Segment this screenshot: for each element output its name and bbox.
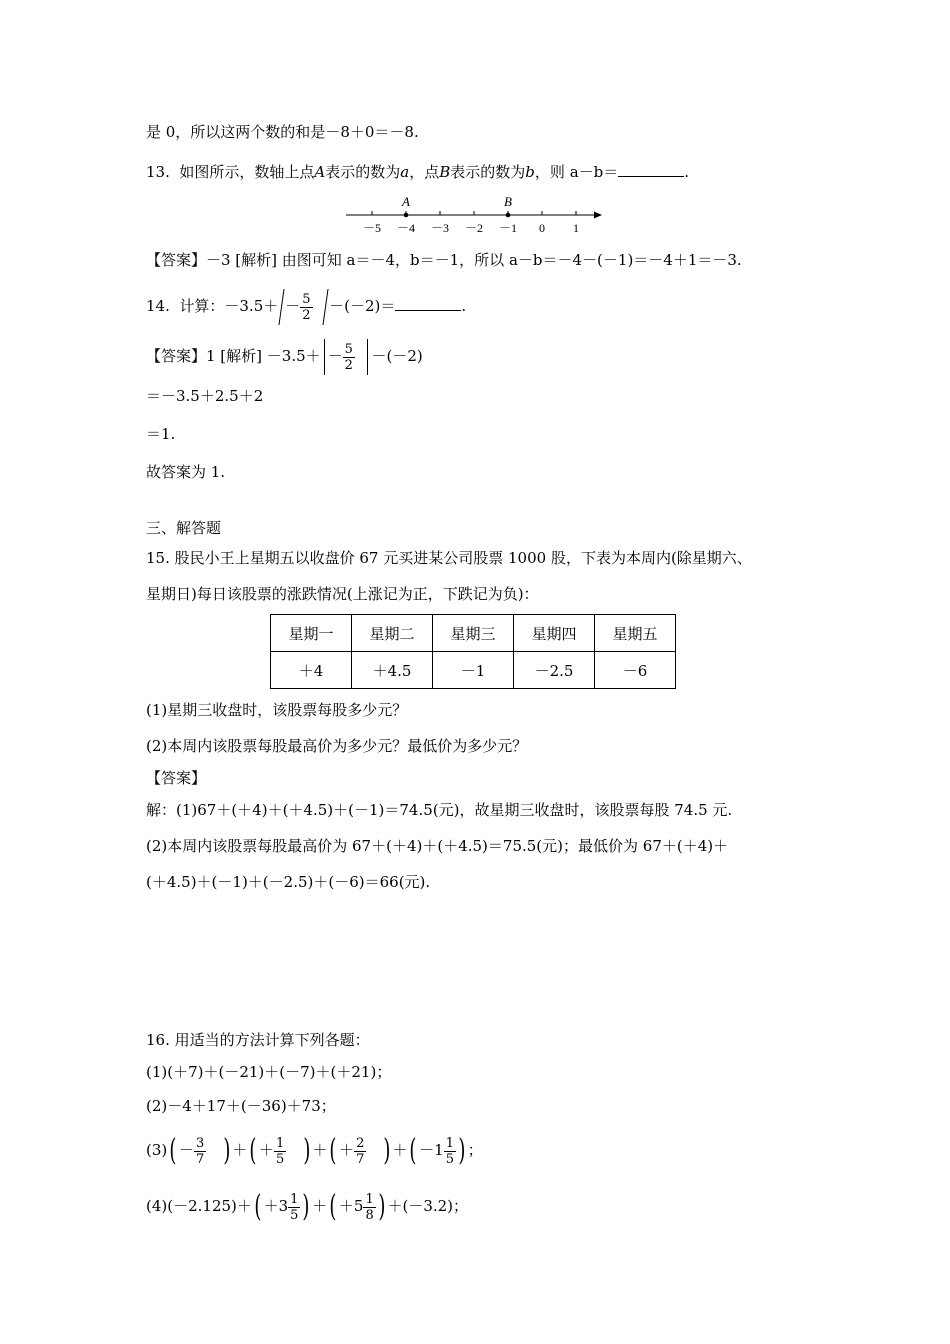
point-a-label: A: [402, 194, 410, 209]
question-14: 14. 计算：－3.5＋ － $\frac{5}{2}$ －(－2)＝ .: [146, 286, 466, 326]
table-header-cell: 星期四: [514, 615, 595, 652]
section-heading: 三、解答题: [146, 519, 222, 537]
question-16-part-3: (3)( － $\frac{3}{7}$ ) ＋( ＋ $\frac{1}{5}$ ) ＋( ＋ $\frac{2}{7}$ ) ＋( －1 $\frac{1}{5}$ ) ；: [146, 1133, 483, 1168]
table-cell: ＋4: [271, 652, 352, 689]
answer-14-conclusion: 故答案为 1.: [146, 463, 226, 481]
table-header-cell: 星期五: [595, 615, 676, 652]
question-15-line: 15. 股民小王上星期五以收盘价 67 元买进某公司股票 1000 股，下表为本周内(除星期六、: [146, 549, 752, 567]
tick-label: 0: [539, 221, 545, 235]
prev-answer-line: 是 0，所以这两个数的和是－8＋0＝－8.: [146, 123, 419, 141]
table-header-cell: 星期二: [352, 615, 433, 652]
table-header-cell: 星期一: [271, 615, 352, 652]
question-15-part: (2)本周内该股票每股最高价为多少元？最低价为多少元？: [146, 737, 528, 755]
number-line: [340, 192, 610, 238]
answer-label: 【答案】: [146, 769, 207, 787]
point-a-dot: [404, 213, 409, 218]
answer-14-step: ＝1.: [146, 425, 176, 443]
answer-15-line: 解：(1)67＋(＋4)＋(＋4.5)＋(－1)＝74.5(元)，故星期三收盘时，该股票每股 74.5 元.: [146, 801, 733, 819]
question-15-part: (1)星期三收盘时，该股票每股多少元？: [146, 701, 408, 719]
axis-arrow-icon: [594, 212, 602, 219]
table-header-row: [271, 615, 676, 652]
answer-14: 【答案】1 [解析] －3.5＋ － $\frac{5}{2}$ －(－2): [146, 336, 423, 376]
point-b-label: B: [504, 194, 512, 209]
answer-blank: [618, 162, 684, 177]
question-16-part-4: (4)(－2.125)＋( ＋3 $\frac{1}{5}$ ) ＋( ＋5 $\frac{1}{8}$ ) ＋(－3.2)；: [146, 1189, 469, 1224]
answer-blank: [395, 296, 461, 311]
table-cell: －1: [433, 652, 514, 689]
tick-label: －2: [464, 221, 484, 235]
question-16-part: (2)－4＋17＋(－36)＋73；: [146, 1097, 336, 1115]
answer-15-line: (2)本周内该股票每股最高价为 67＋(＋4)＋(＋4.5)＝75.5(元)；最低价为 67＋(＋4)＋: [146, 837, 729, 855]
tick-label: 1: [573, 221, 579, 235]
answer-14-step: ＝－3.5＋2.5＋2: [146, 387, 264, 405]
table-cell: ＋4.5: [352, 652, 433, 689]
table-cell: －6: [595, 652, 676, 689]
tick-label: －1: [498, 221, 518, 235]
point-b-dot: [506, 213, 511, 218]
tick-label: －5: [362, 221, 382, 235]
answer-15-line: (＋4.5)＋(－1)＋(－2.5)＋(－6)＝66(元).: [146, 873, 431, 891]
fraction: $\frac{5}{2}$: [344, 341, 353, 373]
tick-label: －4: [396, 221, 416, 235]
table-cell: －2.5: [514, 652, 595, 689]
q13-number: 13.: [146, 163, 170, 181]
table-header-cell: 星期三: [433, 615, 514, 652]
stock-change-table: [270, 614, 676, 689]
question-13: 13. 如图所示，数轴上点A表示的数为a，点B表示的数为b，则 a－b＝ .: [146, 163, 690, 181]
tick-label: －3: [430, 221, 450, 235]
question-16-part: (1)(＋7)＋(－21)＋(－7)＋(＋21)；: [146, 1063, 392, 1081]
question-16: 16. 用适当的方法计算下列各题：: [146, 1031, 370, 1049]
fraction: $\frac{5}{2}$: [302, 291, 311, 323]
table-row: [271, 652, 676, 689]
answer-13: 【答案】－3 [解析] 由图可知 a＝－4，b＝－1，所以 a－b＝－4－(－1)＝－4＋1＝－3.: [146, 251, 742, 269]
question-15-line: 星期日)每日该股票的涨跌情况(上涨记为正，下跌记为负)：: [146, 585, 539, 603]
